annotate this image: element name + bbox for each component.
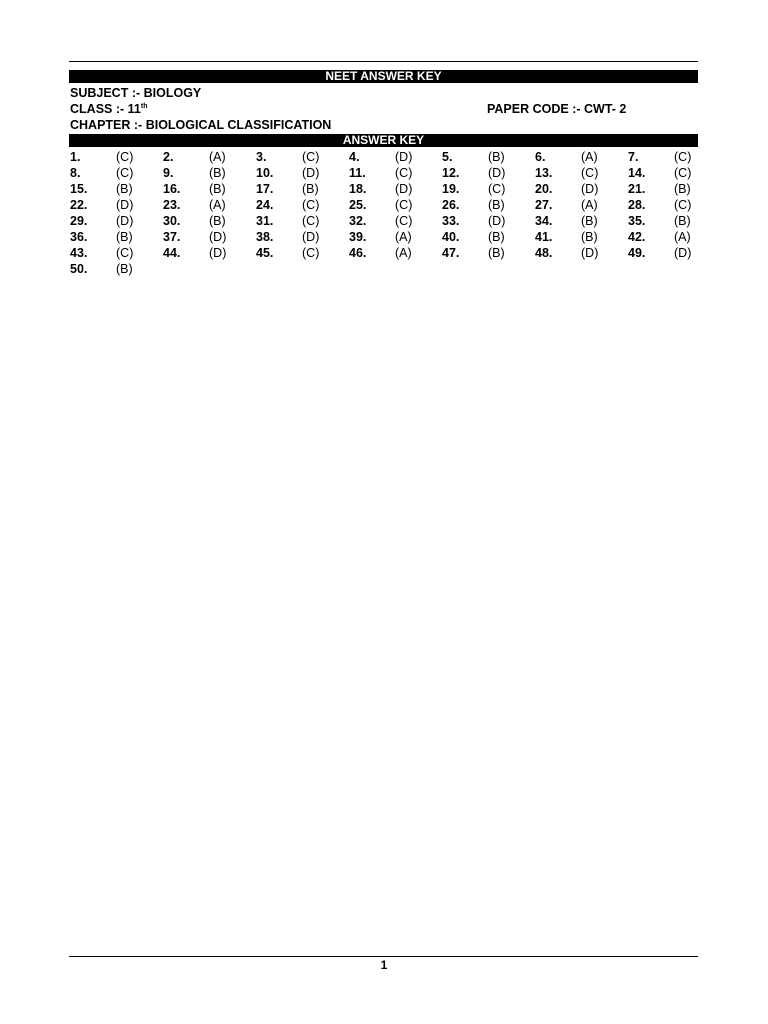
question-number: 15. [70,182,88,196]
answer-option: (A) [209,198,226,212]
question-number: 32. [349,214,367,228]
question-number: 28. [628,198,646,212]
question-number: 17. [256,182,274,196]
answer-option: (B) [581,230,598,244]
answer-row [70,229,698,245]
question-number: 39. [349,230,367,244]
answer-option: (A) [395,230,412,244]
answer-option: (C) [116,150,134,164]
question-number: 41. [535,230,553,244]
question-number: 35. [628,214,646,228]
answer-option: (C) [302,150,320,164]
question-number: 23. [163,198,181,212]
answer-option: (C) [302,214,320,228]
answer-option: (D) [116,198,134,212]
answer-option: (B) [674,182,691,196]
question-number: 34. [535,214,553,228]
question-number: 7. [628,150,639,164]
answer-option: (D) [395,182,413,196]
answer-option: (C) [302,246,320,260]
answer-row [70,245,698,261]
question-number: 4. [349,150,360,164]
answer-option: (B) [116,262,133,276]
question-number: 30. [163,214,181,228]
class-superscript: th [140,103,148,110]
answer-option: (B) [209,214,226,228]
question-number: 2. [163,150,174,164]
question-number: 33. [442,214,460,228]
question-number: 44. [163,246,181,260]
answer-option: (B) [209,166,226,180]
question-number: 12. [442,166,460,180]
answer-row [70,261,698,277]
answer-option: (B) [116,182,133,196]
question-number: 45. [256,246,274,260]
question-number: 48. [535,246,553,260]
answer-key-heading: ANSWER KEY [342,133,425,147]
answer-option: (B) [488,246,505,260]
answer-option: (D) [488,214,506,228]
answer-option: (C) [116,166,134,180]
answer-option: (B) [302,182,319,196]
question-number: 10. [256,166,274,180]
answer-row [70,213,698,229]
answer-option: (D) [116,214,134,228]
answer-row [70,165,698,181]
question-number: 24. [256,198,274,212]
question-number: 14. [628,166,646,180]
answer-key-section-bar [69,134,698,147]
question-number: 47. [442,246,460,260]
answer-grid [70,149,698,277]
question-number: 43. [70,246,88,260]
answer-key-title-bar [69,70,698,83]
answer-row [70,197,698,213]
question-number: 31. [256,214,274,228]
question-number: 46. [349,246,367,260]
class-label: CLASS :- 11 [70,102,141,116]
answer-option: (A) [395,246,412,260]
answer-option: (C) [581,166,599,180]
answer-option: (B) [488,198,505,212]
question-number: 13. [535,166,553,180]
answer-option: (D) [302,166,320,180]
answer-option: (D) [209,246,227,260]
answer-option: (C) [395,166,413,180]
bottom-rule [69,956,698,957]
answer-option: (C) [674,198,692,212]
answer-option: (C) [302,198,320,212]
question-number: 9. [163,166,174,180]
answer-option: (A) [209,150,226,164]
question-number: 19. [442,182,460,196]
answer-option: (B) [488,230,505,244]
answer-option: (C) [674,150,692,164]
question-number: 6. [535,150,546,164]
answer-option: (B) [488,150,505,164]
answer-option: (C) [395,214,413,228]
question-number: 36. [70,230,88,244]
question-number: 37. [163,230,181,244]
question-number: 16. [163,182,181,196]
answer-option: (D) [395,150,413,164]
answer-option: (C) [395,198,413,212]
page-number: 1 [380,958,388,972]
question-number: 50. [70,262,88,276]
question-number: 27. [535,198,553,212]
answer-option: (B) [116,230,133,244]
answer-option: (C) [116,246,134,260]
question-number: 11. [349,166,366,180]
question-number: 1. [70,150,81,164]
answer-row [70,181,698,197]
answer-option: (D) [674,246,692,260]
answer-option: (D) [488,166,506,180]
answer-option: (D) [209,230,227,244]
question-number: 22. [70,198,88,212]
chapter-line: CHAPTER :- BIOLOGICAL CLASSIFICATION [70,118,332,132]
question-number: 5. [442,150,453,164]
question-number: 29. [70,214,88,228]
question-number: 42. [628,230,646,244]
answer-option: (C) [488,182,506,196]
paper-code: PAPER CODE :- CWT- 2 [487,102,627,116]
question-number: 8. [70,166,81,180]
answer-option: (B) [581,214,598,228]
question-number: 26. [442,198,460,212]
answer-option: (B) [209,182,226,196]
answer-option: (A) [581,150,598,164]
question-number: 21. [628,182,646,196]
question-number: 3. [256,150,267,164]
subject-line: SUBJECT :- BIOLOGY [70,86,202,100]
answer-option: (A) [674,230,691,244]
question-number: 18. [349,182,367,196]
answer-option: (B) [674,214,691,228]
question-number: 49. [628,246,646,260]
top-rule [69,61,698,62]
question-number: 40. [442,230,460,244]
document-title: NEET ANSWER KEY [325,69,442,83]
question-number: 20. [535,182,553,196]
answer-option: (A) [581,198,598,212]
answer-row [70,149,698,165]
question-number: 25. [349,198,367,212]
answer-option: (D) [581,182,599,196]
answer-option: (D) [302,230,320,244]
class-line [70,101,147,117]
answer-option: (D) [581,246,599,260]
question-number: 38. [256,230,274,244]
answer-option: (C) [674,166,692,180]
